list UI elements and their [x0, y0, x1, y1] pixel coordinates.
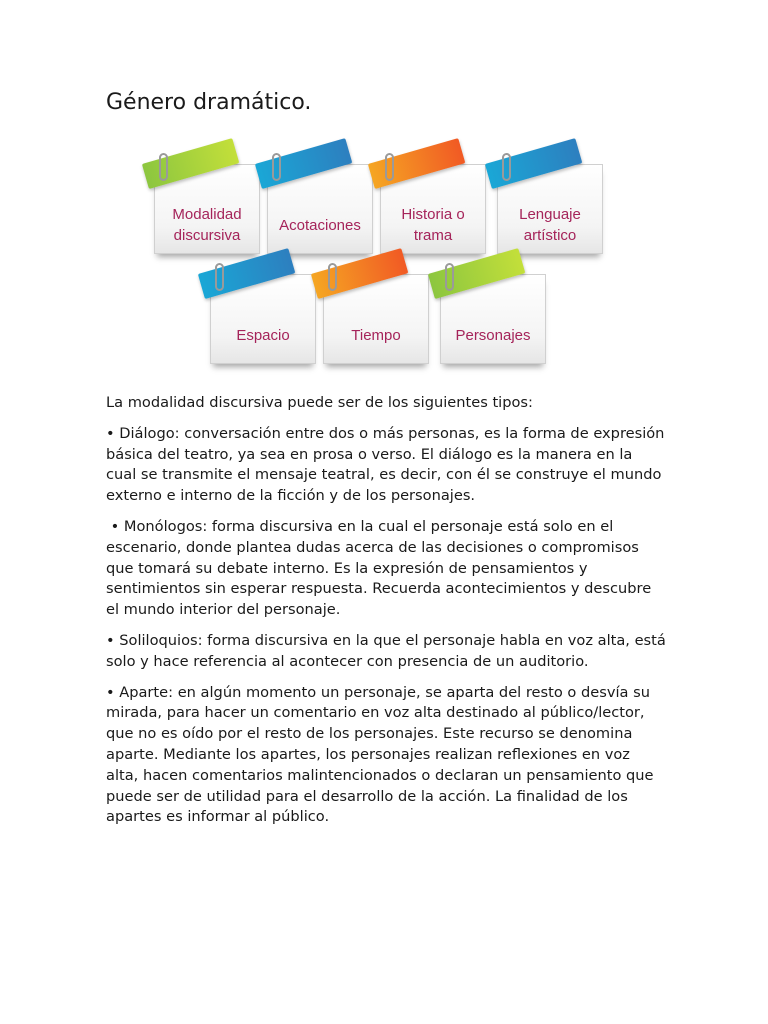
note-lenguaje: [497, 164, 603, 254]
note-tab: [485, 138, 583, 189]
note-acotaciones: [267, 164, 373, 254]
paperclip-icon: [445, 263, 454, 291]
note-personajes: [440, 274, 546, 364]
paperclip-icon: [215, 263, 224, 291]
elements-diagram: [140, 140, 660, 380]
note-label: Personajes: [455, 326, 531, 344]
paragraph-soliloquios: • Soliloquios: forma discursiva en la que el personaje habla en voz alta, está solo y hace referencia al acontecer con presencia de un auditorio.: [106, 631, 666, 670]
paragraph-aparte: • Aparte: en algún momento un personaje, se aparta del resto o desvía su mirada, para hacer un comentario en voz alta destinado al público/lector, que no es oído por el resto de los personajes. Este recurso se denomina aparte. Mediante los apartes, los personajes realizan reflexiones en voz alta, hacen comentarios malintencionados o declaran un pensamiento que puede ser de utilidad para el desarrollo de la acción. La finalidad de los apartes es informar al público.: [106, 683, 654, 826]
paragraph-dialogo: • Diálogo: conversación entre dos o más personas, es la forma de expresión básica del teatro, ya sea en prosa o verso. El diálogo es la manera en la cual se transmite el mensaje teatral, es decir, con él se construye el mundo externo e interno de la ficción y de los personajes.: [106, 424, 665, 505]
note-label: Tiempo: [351, 326, 401, 344]
page-title: Género dramático.: [106, 90, 312, 115]
note-label: Historia o trama: [401, 206, 465, 244]
note-tab: [198, 248, 296, 299]
note-tab: [368, 138, 466, 189]
note-tiempo: [323, 274, 429, 364]
note-espacio: [210, 274, 316, 364]
note-tab: [428, 248, 526, 299]
note-tab: [142, 138, 240, 189]
paperclip-icon: [328, 263, 337, 291]
paperclip-icon: [385, 153, 394, 181]
paperclip-icon: [502, 153, 511, 181]
body-text: [106, 393, 666, 838]
note-historia: [380, 164, 486, 254]
note-label: Modalidad discursiva: [172, 206, 242, 244]
paperclip-icon: [272, 153, 281, 181]
note-tab: [311, 248, 409, 299]
note-label: Acotaciones: [279, 216, 361, 234]
note-tab: [255, 138, 353, 189]
note-label: Lenguaje artístico: [519, 206, 581, 244]
note-label: Espacio: [236, 326, 290, 344]
paperclip-icon: [159, 153, 168, 181]
note-modalidad: [154, 164, 260, 254]
paragraph-monologos: • Monólogos: forma discursiva en la cual el personaje está solo en el escenario, donde plantea dudas acerca de las decisiones o compromisos que tomará su debate interno. Es la expresión de pensamientos y sentimientos sin esperar respuesta. Recuerda acontecimientos y descubre el mundo interior del personaje.: [106, 517, 656, 619]
paragraph-intro: La modalidad discursiva puede ser de los siguientes tipos:: [106, 394, 533, 411]
